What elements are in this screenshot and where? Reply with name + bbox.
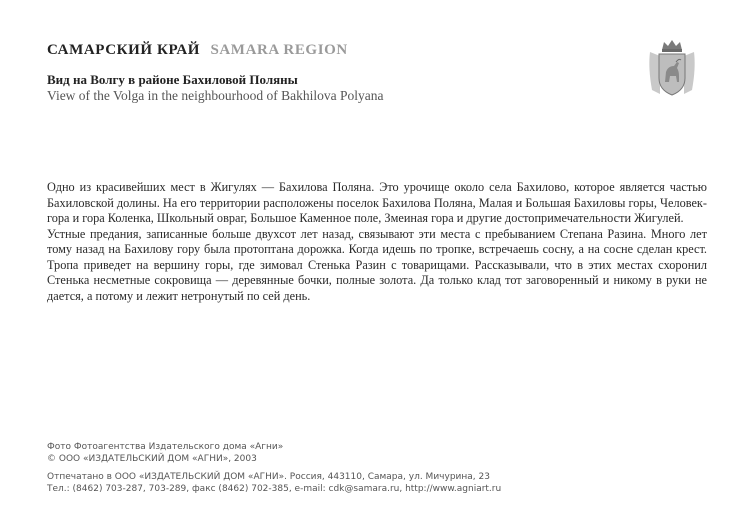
- title-en: View of the Volga in the neighbourhood of Bakhilova Polyana: [47, 88, 384, 103]
- contacts: Тел.: (8462) 703-287, 703-289, факс (8462) 702-385, e-mail: cdk@samara.ru, http://www.agniart.ru: [47, 484, 502, 494]
- footer: [47, 441, 501, 495]
- photo-credit: Фото Фотоагентства Издательского дома «Агни»: [47, 442, 284, 452]
- region-header: [47, 42, 348, 59]
- region-name-en: SAMARA REGION: [210, 42, 348, 58]
- copyright: © ООО «ИЗДАТЕЛЬСКИЙ ДОМ «АГНИ», 2003: [47, 454, 257, 464]
- printed-info: Отпечатано в ООО «ИЗДАТЕЛЬСКИЙ ДОМ «АГНИ». Россия, 443110, Самара, ул. Мичурина, 23: [47, 472, 490, 482]
- body-text: [47, 180, 707, 304]
- paragraph-2: Устные предания, записанные больше двухсот лет назад, связывают эти места с пребыванием Степана Разина. Много лет тому назад на Бахилову гору была протоптана дорожка. Когда идешь по тропке, встречаешь сосну, а на сосне сделан крест. Тропа приведет на вершину горы, где зимовал Стенька Разин с товарищами. Рассказывали, что в этих местах схоронил Стенька несметные сокровища — деревянные бочки, полные золота. Да только клад тот заговоренный и никому в руки не дается, а потому и лежит нетронутый по сей день.: [47, 226, 707, 303]
- region-name-ru: САМАРСКИЙ КРАЙ: [47, 42, 201, 58]
- paragraph-1: Одно из красивейших мест в Жигулях — Бахилова Поляна. Это урочище около села Бахилово, которое является частью Бахиловской долины. На его территории расположены поселок Бахилова Поляна, Малая и Большая Бахиловы горы, Человек-гора и гора Коленка, Школьный овраг, Большое Каменное поле, Змеиная гора и другие достопримечательности Жигулей.: [47, 180, 707, 225]
- samara-coat-of-arms-icon: [646, 38, 698, 98]
- title-ru: Вид на Волгу в районе Бахиловой Поляны: [47, 72, 298, 87]
